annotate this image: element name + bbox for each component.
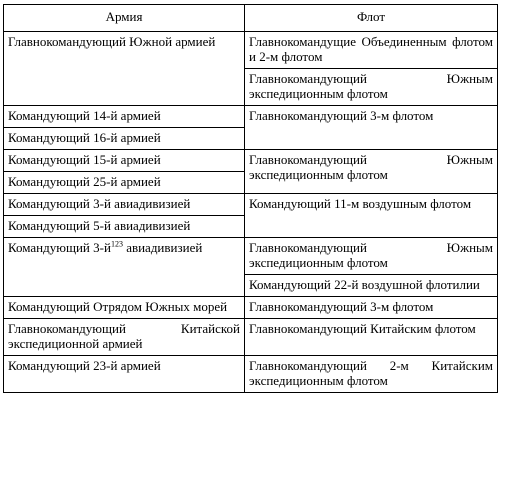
table-row xyxy=(4,319,498,356)
army-cell: Командующий 25-й армией xyxy=(4,172,245,194)
command-correspondence-table xyxy=(3,4,498,393)
header-army: Армия xyxy=(4,5,245,32)
table-row xyxy=(4,356,498,393)
army-cell: Командующий 15-й армией xyxy=(4,150,245,172)
fleet-cell: Главнокомандующий Южным экспедиционным флотом xyxy=(245,150,498,194)
army-text: авиадивизией xyxy=(122,240,203,255)
fleet-cell: Главнокомандующий 3-м флотом xyxy=(245,106,498,150)
footnote-ref: 123 xyxy=(110,239,123,249)
table-row xyxy=(4,150,498,172)
table-row xyxy=(4,32,498,69)
fleet-cell: Командующий 11-м воздушным флотом xyxy=(245,194,498,238)
fleet-cell: Командующий 22-й воздушной флотилии xyxy=(245,275,498,297)
fleet-cell: Главнокомандующий Южным экспедиционным флотом xyxy=(245,69,498,106)
fleet-cell: Главнокомандующий Китайским флотом xyxy=(245,319,498,356)
fleet-cell: Главнокомандущие Объединенным флотом и 2-м флотом xyxy=(245,32,498,69)
army-cell xyxy=(4,238,245,297)
army-text: Командующий 3-й xyxy=(8,240,111,255)
army-cell: Командующий 23-й армией xyxy=(4,356,245,393)
army-cell: Командующий Отрядом Южных морей xyxy=(4,297,245,319)
header-row xyxy=(4,5,498,32)
table-row xyxy=(4,297,498,319)
army-cell: Главнокомандующий Южной армией xyxy=(4,32,245,106)
fleet-cell: Главнокомандующий 3-м флотом xyxy=(245,297,498,319)
army-cell: Командующий 3-й авиадивизией xyxy=(4,194,245,216)
header-fleet: Флот xyxy=(245,5,498,32)
army-cell: Командующий 16-й армией xyxy=(4,128,245,150)
army-cell: Главнокомандующий Китайской экспедиционной армией xyxy=(4,319,245,356)
fleet-cell: Главнокомандующий Южным экспедиционным флотом xyxy=(245,238,498,275)
table-row xyxy=(4,238,498,275)
fleet-cell: Главнокомандующий 2-м Китайским экспедиционным флотом xyxy=(245,356,498,393)
army-cell: Командующий 14-й армией xyxy=(4,106,245,128)
table-row xyxy=(4,194,498,216)
table-row xyxy=(4,106,498,128)
army-cell: Командующий 5-й авиадивизией xyxy=(4,216,245,238)
